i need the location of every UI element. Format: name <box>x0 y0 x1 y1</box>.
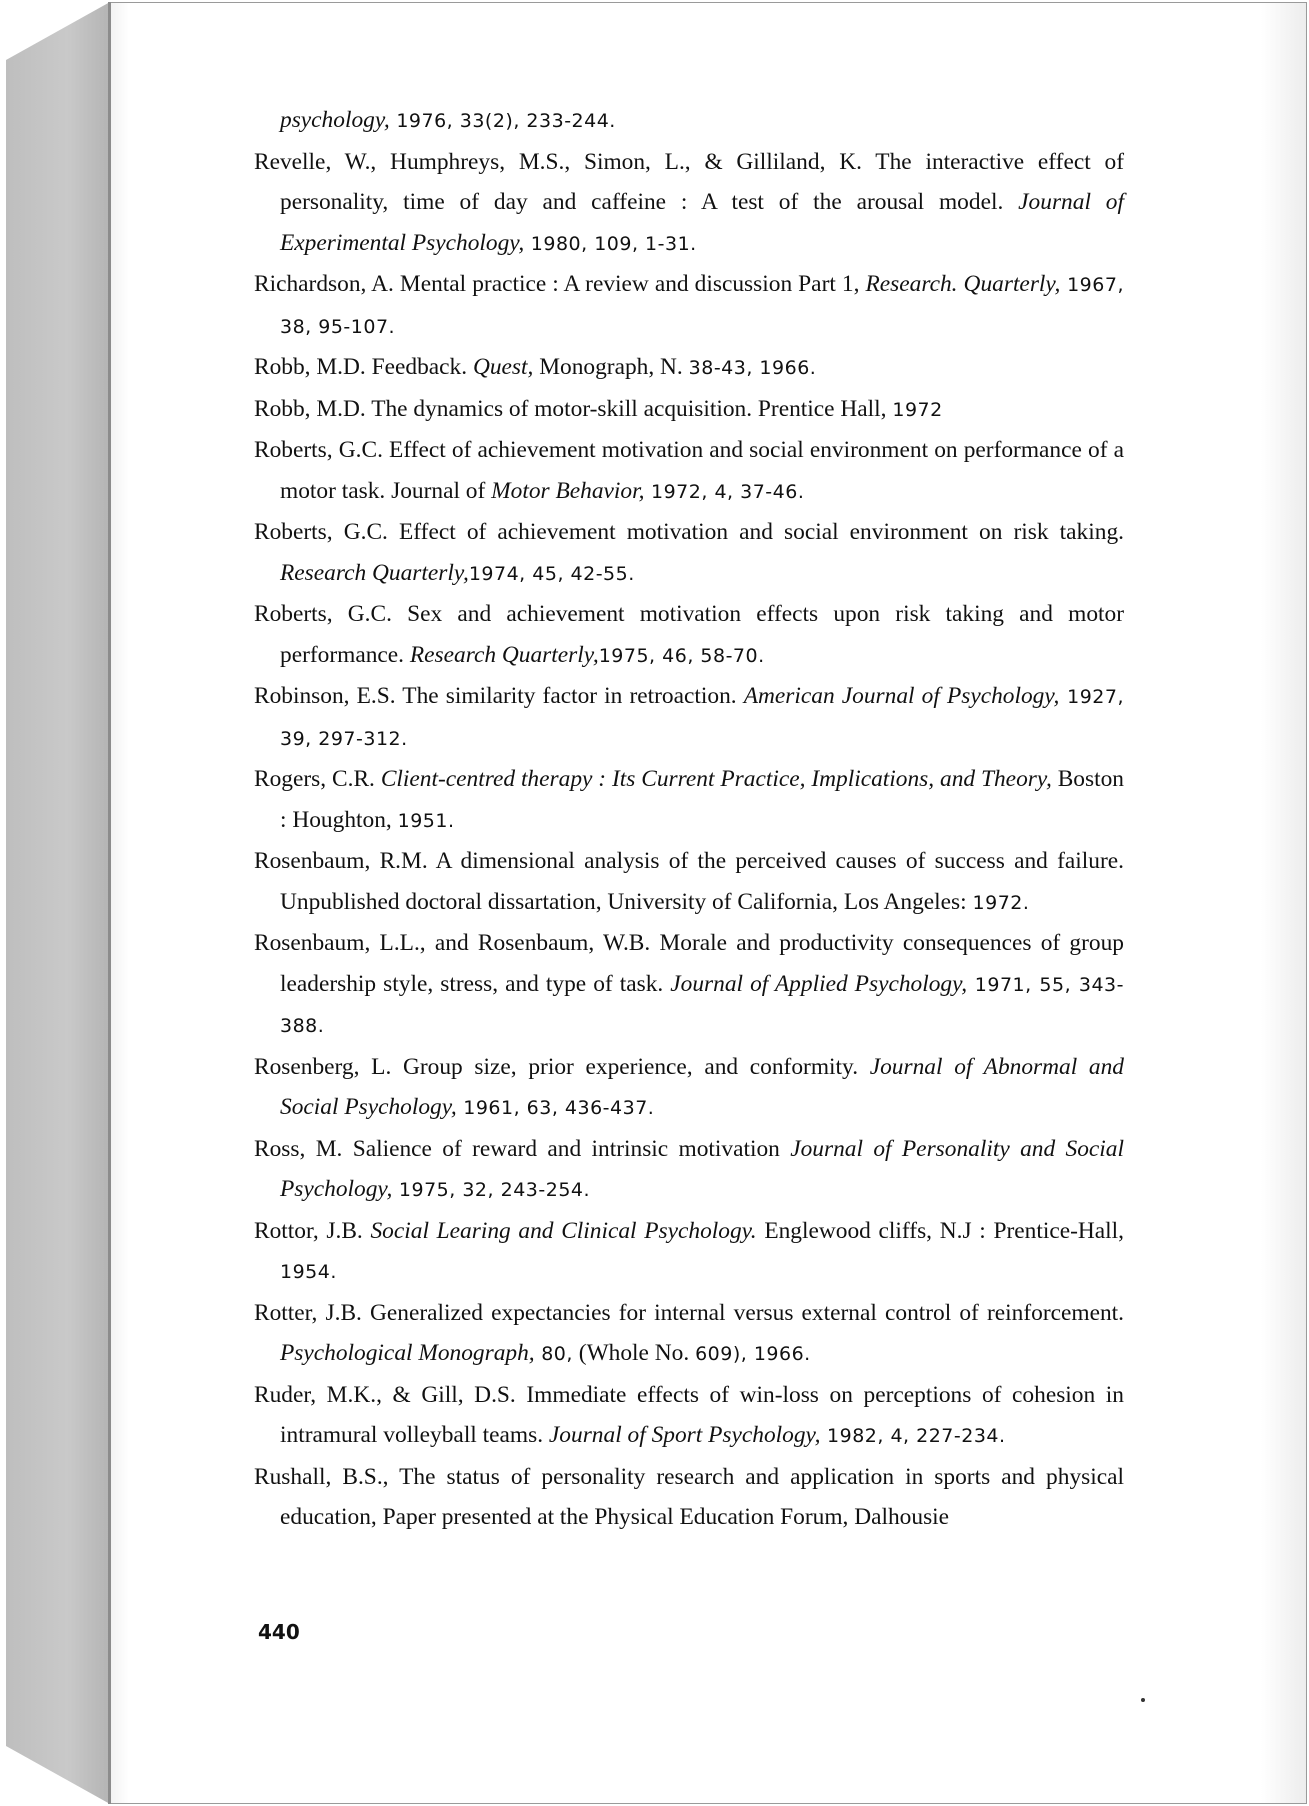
reference-title: Journal of Personality and Social Psychology, <box>280 1135 1124 1202</box>
reference-text: Roberts, G.C. Effect of achievement motivation and social environment on risk taking. <box>254 519 1124 545</box>
reference-numbers: 1961, 63, 436-437. <box>456 1097 655 1119</box>
reference-numbers: 38-43, 1966. <box>688 357 817 379</box>
reference-text: Richardson, A. Mental practice : A review and discussion Part 1, <box>254 271 866 297</box>
reference-entry <box>254 347 1124 389</box>
reference-numbers: 1972. <box>972 891 1030 914</box>
reference-text: Ross, M. Salience of reward and intrinsic motivation <box>254 1135 791 1162</box>
reference-text: Roberts, G.C. Effect of achievement motivation and social environment on performance of a motor task. Journal of <box>254 437 1124 504</box>
reference-numbers: 1976, 33(2), 233-244. <box>389 110 616 132</box>
reference-numbers: 1927, 39, 297-312. <box>280 686 1125 750</box>
reference-entry <box>254 1129 1124 1211</box>
reference-text: Ruder, M.K., & Gill, D.S. Immediate effects of win-loss on perceptions of cohesion in intramural volleyball teams. <box>254 1381 1124 1448</box>
reference-entry <box>254 100 1124 142</box>
reference-entry <box>254 923 1124 1047</box>
reference-title: Quest, <box>472 354 534 380</box>
print-speck <box>1141 1698 1145 1702</box>
reference-text: Rotter, J.B. Generalized expectancies for internal versus external control of reinforcement. <box>254 1299 1124 1326</box>
reference-entry <box>254 264 1124 347</box>
reference-text: Robb, M.D. Feedback. <box>254 354 473 380</box>
reference-text: Revelle, W., Humphreys, M.S., Simon, L., & Gilliland, K. The interactive effect of personality, time of day and caffeine : A test of the arousal model. <box>254 148 1124 215</box>
reference-numbers: 1975, 46, 58-70. <box>598 644 765 667</box>
reference-entry <box>254 1211 1124 1293</box>
reference-entry <box>254 676 1124 759</box>
reference-entry <box>254 594 1124 676</box>
reference-text: (Whole No. <box>572 1340 696 1366</box>
reference-numbers: 1972, 4, 37-46. <box>644 480 805 503</box>
reference-numbers: 1975, 32, 243-254. <box>392 1179 591 1201</box>
reference-numbers: 1974, 45, 42-55. <box>468 562 635 585</box>
reference-entry <box>254 512 1124 594</box>
reference-text: Rogers, C.R. <box>254 766 381 792</box>
reference-numbers: 1982, 4, 227-234. <box>820 1425 1006 1447</box>
reference-title: Journal of Sport Psychology, <box>548 1422 821 1448</box>
book-spine <box>0 0 112 1806</box>
reference-entry <box>254 389 1124 431</box>
reference-entry <box>254 142 1124 265</box>
reference-text: Rushall, B.S., The status of personality research and application in sports and physical education, Paper presented at the Physical Education Forum, Dalhousie <box>254 1463 1124 1530</box>
reference-text: Robinson, E.S. The similarity factor in retroaction. <box>254 683 744 709</box>
reference-entry <box>254 1293 1124 1375</box>
reference-title: Social Learing and Clinical Psychology. <box>370 1217 757 1244</box>
reference-text: Boston : Houghton, <box>280 766 1124 833</box>
reference-text: Rosenbaum, L.L., and Rosenbaum, W.B. Morale and productivity consequences of group leadership style, stress, and type of task. <box>254 930 1124 997</box>
reference-title: psychology, <box>280 107 390 133</box>
reference-title: Client-centred therapy : Its Current Practice, Implications, and Theory, <box>380 766 1052 792</box>
reference-title: Journal of Applied Psychology, <box>670 970 968 997</box>
reference-numbers: 1954. <box>280 1261 337 1283</box>
reference-numbers: 1980, 109, 1-31. <box>524 232 697 255</box>
reference-text: Rosenbaum, R.M. A dimensional analysis of the perceived causes of success and failure. Unpublished doctoral dissartation, University of California, Los Angeles: <box>254 848 1124 915</box>
reference-title: Journal of Experimental Psychology, <box>280 189 1124 256</box>
reference-numbers: 1967, 38, 95-107. <box>280 274 1124 338</box>
reference-title: Psychological Monograph, <box>280 1340 535 1366</box>
reference-list <box>254 100 1124 1538</box>
reference-title: Motor Behavior, <box>491 477 645 504</box>
reference-entry <box>254 841 1124 923</box>
reference-title: Journal of Abnormal and Social Psychology, <box>280 1053 1124 1120</box>
reference-entry <box>254 1047 1124 1129</box>
reference-numbers: 80, <box>534 1343 573 1365</box>
reference-text: Rottor, J.B. <box>254 1217 371 1244</box>
page-number: 440 <box>258 1620 300 1644</box>
reference-entry <box>254 759 1124 841</box>
reference-title: American Journal of Psychology, <box>743 683 1060 709</box>
reference-text: Rosenberg, L. Group size, prior experience, and conformity. <box>254 1053 870 1080</box>
reference-numbers: 1951. <box>397 809 455 832</box>
reference-numbers: 1971, 55, 343-388. <box>280 973 1124 1037</box>
reference-text: Monograph, N. <box>533 354 689 380</box>
reference-entry <box>254 430 1124 512</box>
reference-entry <box>254 1457 1124 1538</box>
reference-numbers: 609), 1966. <box>695 1343 811 1365</box>
reference-title: Research Quarterly, <box>409 641 599 668</box>
reference-title: Research Quarterly, <box>280 559 469 586</box>
reference-entry <box>254 1375 1124 1457</box>
reference-text: Englewood cliffs, N.J : Prentice-Hall, <box>756 1217 1124 1244</box>
reference-text: Roberts, G.C. Sex and achievement motivation effects upon risk taking and motor performance. <box>254 601 1124 668</box>
reference-text: Robb, M.D. The dynamics of motor-skill acquisition. Prentice Hall, <box>254 395 893 422</box>
reference-numbers: 1972 <box>892 398 943 421</box>
reference-title: Research. Quarterly, <box>865 271 1061 297</box>
